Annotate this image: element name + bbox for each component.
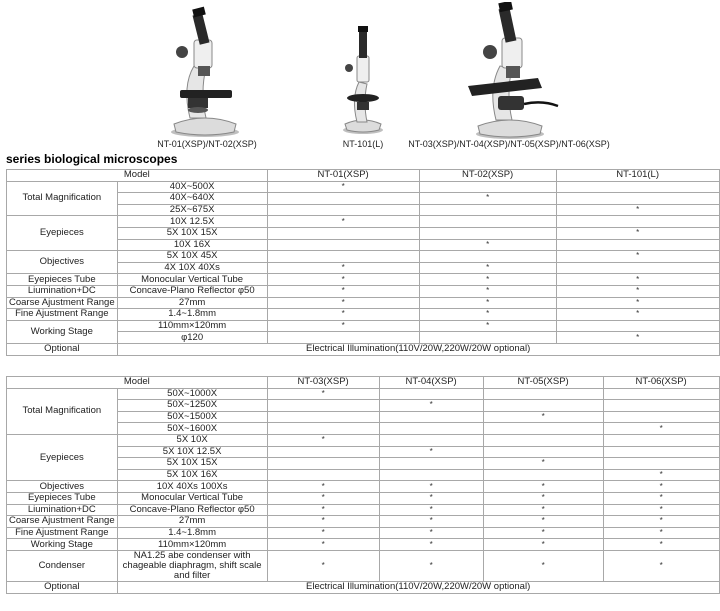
- mark: *: [603, 527, 719, 539]
- model-header: Model: [7, 377, 268, 389]
- mark: *: [556, 251, 719, 263]
- mark: *: [267, 550, 379, 581]
- spec-value: 40X~500X: [117, 181, 267, 193]
- mark: [419, 227, 556, 239]
- mark: *: [267, 539, 379, 551]
- mark: *: [267, 527, 379, 539]
- table-row: [7, 492, 720, 504]
- table-row: [7, 504, 720, 516]
- spec-value: Monocular Vertical Tube: [117, 274, 267, 286]
- mark: [603, 400, 719, 412]
- mark: *: [419, 320, 556, 332]
- mark: [603, 411, 719, 423]
- row-label: Total Magnification: [7, 388, 118, 434]
- mark: [483, 469, 603, 481]
- spec-value: 10X 12.5X: [117, 216, 267, 228]
- mark: *: [603, 492, 719, 504]
- mark: *: [267, 388, 379, 400]
- table-row: [7, 481, 720, 493]
- spec-value: 5X 10X 12.5X: [117, 446, 267, 458]
- mark: [419, 181, 556, 193]
- spec-value: 1.4~1.8mm: [117, 309, 267, 321]
- mark: *: [267, 504, 379, 516]
- spec-value: 4X 10X 40Xs: [117, 262, 267, 274]
- row-label: Objectives: [7, 481, 118, 493]
- spec-value: 110mm×120mm: [117, 539, 267, 551]
- table-row: [7, 434, 720, 446]
- mark: *: [483, 458, 603, 470]
- spec-value: 50X~1500X: [117, 411, 267, 423]
- caption-nt01: NT-01(XSP)/NT-02(XSP): [157, 139, 257, 149]
- row-label: Liumination+DC: [7, 285, 118, 297]
- table-row: [7, 309, 720, 321]
- row-label: Coarse Ajustment Range: [7, 516, 118, 528]
- mark: *: [419, 297, 556, 309]
- mark: *: [483, 539, 603, 551]
- mark: *: [556, 309, 719, 321]
- caption-nt101: NT-101(L): [342, 139, 384, 149]
- mark: *: [419, 274, 556, 286]
- mark: [556, 262, 719, 274]
- table-row: [7, 388, 720, 400]
- row-label: Condenser: [7, 550, 118, 581]
- mark: *: [379, 516, 483, 528]
- table-row: [7, 274, 720, 286]
- spec-value: 27mm: [117, 516, 267, 528]
- mark: *: [419, 239, 556, 251]
- spec-value: 5X 10X 45X: [117, 251, 267, 263]
- mark: [267, 446, 379, 458]
- mark: *: [379, 550, 483, 581]
- mark: *: [267, 285, 419, 297]
- mark: [267, 332, 419, 344]
- model-col: NT-06(XSP): [603, 377, 719, 389]
- mark: *: [379, 492, 483, 504]
- mark: *: [419, 262, 556, 274]
- table-row: [7, 285, 720, 297]
- spec-value: 110mm×120mm: [117, 320, 267, 332]
- mark: *: [379, 527, 483, 539]
- table-row: [7, 581, 720, 593]
- spec-table-2: [6, 376, 720, 594]
- table-row: [7, 216, 720, 228]
- row-label: Optional: [7, 343, 118, 355]
- mark: [267, 227, 419, 239]
- mark: [483, 446, 603, 458]
- mark: [379, 411, 483, 423]
- mark: [267, 423, 379, 435]
- spec-value: 40X~640X: [117, 193, 267, 205]
- mark: *: [419, 309, 556, 321]
- mark: *: [603, 481, 719, 493]
- spec-value: Electrical Illumination(110V/20W,220W/20W optional): [117, 581, 719, 593]
- model-col: NT-01(XSP): [267, 170, 419, 182]
- table-row: [7, 297, 720, 309]
- spec-value: 50X~1000X: [117, 388, 267, 400]
- mark: [603, 388, 719, 400]
- table-row: [7, 181, 720, 193]
- spec-value: 1.4~1.8mm: [117, 527, 267, 539]
- row-label: Liumination+DC: [7, 504, 118, 516]
- mark: *: [556, 297, 719, 309]
- row-label: Total Magnification: [7, 181, 118, 216]
- mark: *: [483, 504, 603, 516]
- mark: [556, 193, 719, 205]
- mark: *: [603, 469, 719, 481]
- mark: [267, 251, 419, 263]
- mark: [483, 434, 603, 446]
- mark: *: [419, 193, 556, 205]
- spec-value: φ120: [117, 332, 267, 344]
- mark: *: [379, 446, 483, 458]
- mark: [419, 332, 556, 344]
- row-label: Eyepieces: [7, 434, 118, 480]
- spec-value: Concave-Plano Reflector φ50: [117, 285, 267, 297]
- microscope-nt03-image: [462, 2, 562, 140]
- mark: [556, 320, 719, 332]
- row-label: Coarse Ajustment Range: [7, 297, 118, 309]
- spec-value: Electrical Illumination(110V/20W,220W/20W optional): [117, 343, 719, 355]
- table-row: [7, 170, 720, 182]
- mark: [267, 204, 419, 216]
- mark: [483, 423, 603, 435]
- spec-value: NA1.25 abe condenser with chageable diaphragm, shift scale and filter: [117, 550, 267, 581]
- mark: [556, 181, 719, 193]
- spec-value: 5X 10X 15X: [117, 227, 267, 239]
- spec-table-1: [6, 169, 720, 356]
- model-col: NT-04(XSP): [379, 377, 483, 389]
- mark: *: [483, 516, 603, 528]
- mark: [267, 239, 419, 251]
- mark: *: [483, 527, 603, 539]
- mark: [379, 458, 483, 470]
- mark: *: [267, 492, 379, 504]
- row-label: Eyepieces: [7, 216, 118, 251]
- mark: [267, 400, 379, 412]
- spec-value: 5X 10X: [117, 434, 267, 446]
- mark: *: [379, 400, 483, 412]
- model-col: NT-02(XSP): [419, 170, 556, 182]
- mark: [267, 458, 379, 470]
- mark: *: [603, 539, 719, 551]
- mark: *: [483, 481, 603, 493]
- mark: *: [556, 227, 719, 239]
- table-row: [7, 539, 720, 551]
- spec-value: Monocular Vertical Tube: [117, 492, 267, 504]
- mark: *: [603, 516, 719, 528]
- mark: [603, 458, 719, 470]
- mark: *: [379, 539, 483, 551]
- page-title: series biological microscopes: [6, 152, 178, 166]
- mark: *: [603, 423, 719, 435]
- caption-nt03: NT-03(XSP)/NT-04(XSP)/NT-05(XSP)/NT-06(XSP): [408, 139, 610, 149]
- spec-value: 50X~1250X: [117, 400, 267, 412]
- mark: [267, 193, 419, 205]
- table-row: [7, 320, 720, 332]
- mark: [603, 434, 719, 446]
- mark: [483, 388, 603, 400]
- mark: [379, 434, 483, 446]
- mark: *: [556, 285, 719, 297]
- spec-value: 5X 10X 15X: [117, 458, 267, 470]
- spec-value: Concave-Plano Reflector φ50: [117, 504, 267, 516]
- spec-value: 10X 40Xs 100Xs: [117, 481, 267, 493]
- mark: *: [379, 504, 483, 516]
- row-label: Optional: [7, 581, 118, 593]
- mark: *: [267, 297, 419, 309]
- row-label: Working Stage: [7, 539, 118, 551]
- mark: *: [419, 285, 556, 297]
- mark: *: [483, 411, 603, 423]
- mark: [556, 216, 719, 228]
- mark: *: [267, 216, 419, 228]
- spec-value: 50X~1600X: [117, 423, 267, 435]
- mark: *: [267, 481, 379, 493]
- mark: *: [267, 262, 419, 274]
- mark: *: [603, 504, 719, 516]
- mark: *: [483, 492, 603, 504]
- mark: [603, 446, 719, 458]
- table-row: [7, 377, 720, 389]
- row-label: Fine Ajustment Range: [7, 309, 118, 321]
- row-label: Objectives: [7, 251, 118, 274]
- mark: [483, 400, 603, 412]
- model-col: NT-05(XSP): [483, 377, 603, 389]
- mark: *: [556, 274, 719, 286]
- spec-value: 25X~675X: [117, 204, 267, 216]
- row-label: Eyepieces Tube: [7, 274, 118, 286]
- mark: [379, 423, 483, 435]
- mark: [267, 411, 379, 423]
- model-col: NT-101(L): [556, 170, 719, 182]
- spec-value: 27mm: [117, 297, 267, 309]
- mark: [419, 216, 556, 228]
- mark: *: [267, 434, 379, 446]
- mark: *: [267, 320, 419, 332]
- table-row: [7, 550, 720, 581]
- row-label: Fine Ajustment Range: [7, 527, 118, 539]
- mark: [419, 251, 556, 263]
- table-row: [7, 516, 720, 528]
- model-col: NT-03(XSP): [267, 377, 379, 389]
- mark: [419, 204, 556, 216]
- mark: *: [556, 204, 719, 216]
- mark: *: [483, 550, 603, 581]
- mark: *: [267, 274, 419, 286]
- mark: [379, 469, 483, 481]
- table-row: [7, 251, 720, 263]
- mark: *: [267, 181, 419, 193]
- table-row: [7, 527, 720, 539]
- mark: [267, 469, 379, 481]
- microscope-nt01-image: [160, 6, 250, 138]
- mark: *: [379, 481, 483, 493]
- mark: *: [603, 550, 719, 581]
- mark: *: [267, 309, 419, 321]
- spec-value: 5X 10X 16X: [117, 469, 267, 481]
- mark: *: [267, 516, 379, 528]
- spec-value: 10X 16X: [117, 239, 267, 251]
- mark: *: [556, 332, 719, 344]
- model-header: Model: [7, 170, 268, 182]
- row-label: Working Stage: [7, 320, 118, 343]
- table-row: [7, 343, 720, 355]
- row-label: Eyepieces Tube: [7, 492, 118, 504]
- mark: [379, 388, 483, 400]
- product-photos: [0, 0, 720, 152]
- mark: [556, 239, 719, 251]
- microscope-nt101-image: [335, 26, 390, 136]
